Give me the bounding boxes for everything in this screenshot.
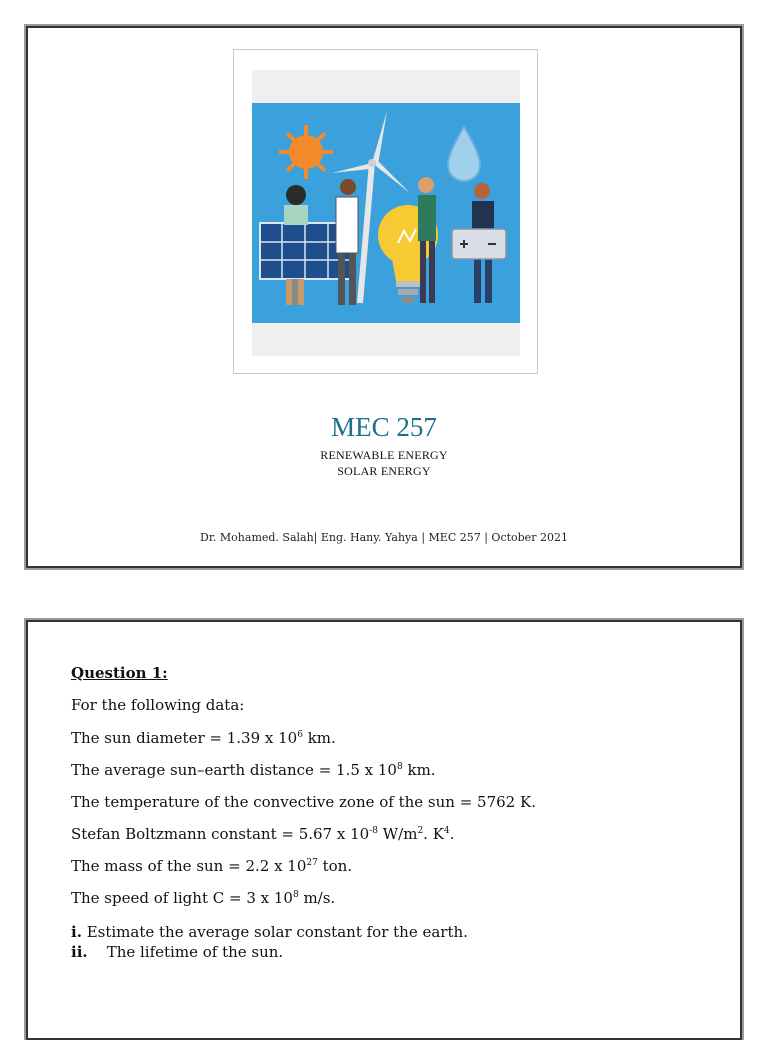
renewable-energy-illustration	[252, 103, 520, 323]
data-line: The temperature of the convective zone of the sun = 5762 K.	[71, 793, 536, 811]
data-line: The mass of the sun = 2.2 x $10^{27}$ ton.	[71, 857, 353, 875]
subtitle-line-2: SOLAR ENERGY	[337, 464, 431, 478]
data-line: Stefan Boltzmann constant = 5.67 x $10^{-8}$ $W/m^2$. $K^4$.	[71, 825, 455, 843]
question-page	[26, 620, 742, 1040]
subtitle-line-1: RENEWABLE ENERGY	[320, 448, 448, 462]
cover-page	[26, 26, 742, 568]
cover-illustration	[252, 70, 520, 356]
data-line: The speed of light C = 3 x $10^8$ m/s.	[71, 889, 336, 907]
question-intro: For the following data:	[71, 696, 245, 714]
question-title: Question 1:	[71, 664, 168, 682]
cover-footer: Dr. Mohamed. Salah| Eng. Hany. Yahya | MEC 257 | October 2021	[200, 531, 568, 544]
sun-icon	[279, 125, 333, 179]
cover-illustration-frame	[233, 49, 538, 374]
question-item: ii. The lifetime of the sun.	[71, 943, 284, 961]
question-item: i. Estimate the average solar constant for the earth.	[71, 923, 468, 941]
course-title: MEC 257	[331, 412, 437, 442]
data-line: The sun diameter = 1.39 x $10^6$ km.	[71, 729, 336, 747]
battery-icon	[452, 229, 506, 259]
data-line: The average sun–earth distance = 1.5 x $10^8$ km.	[71, 761, 436, 779]
